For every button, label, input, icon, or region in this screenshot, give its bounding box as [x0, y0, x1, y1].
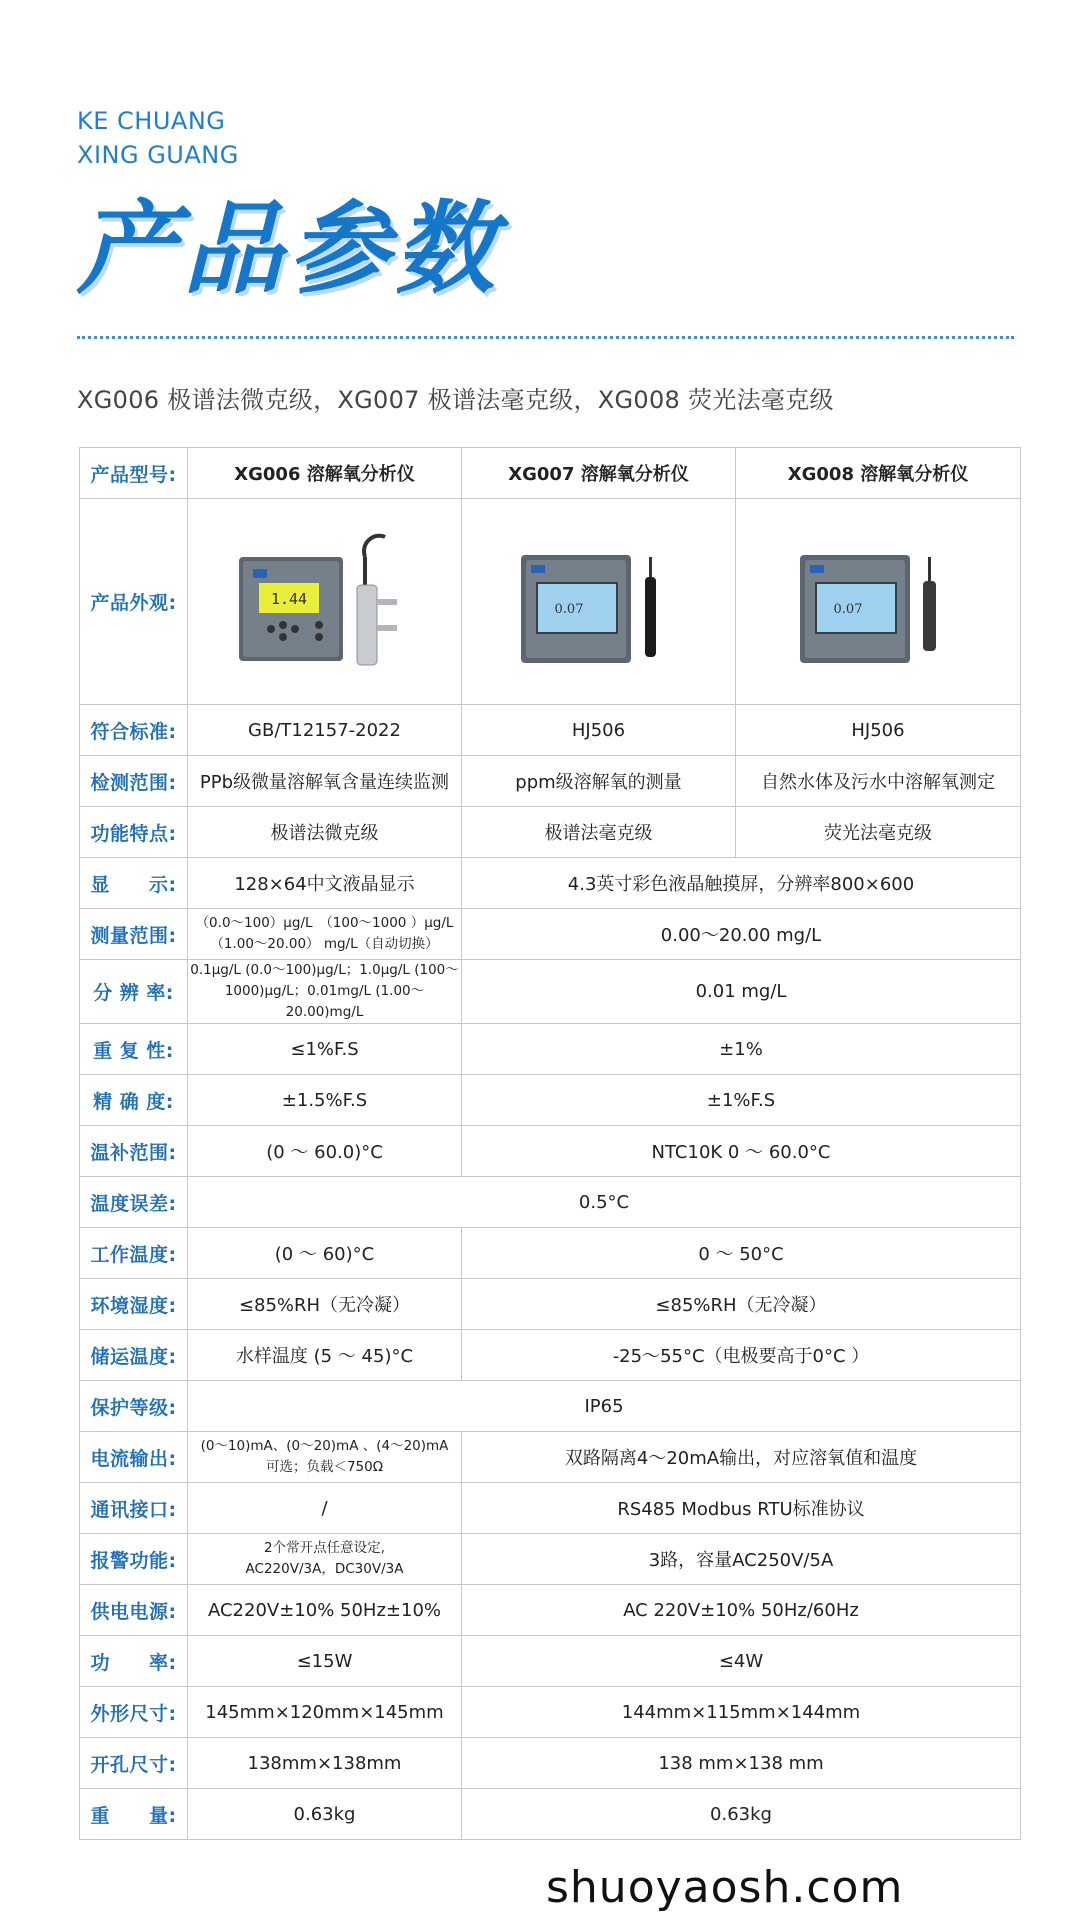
table-row: [80, 1330, 1021, 1381]
cell-line: 1000)μg/L；0.01mg/L (1.00～20.00)mg/L: [224, 983, 425, 1020]
subtitle: XG006 极谱法微克级，XG007 极谱法毫克级，XG008 荧光法毫克级: [77, 386, 834, 414]
watermark-url: shuoyaosh.com: [546, 1862, 904, 1913]
cell: 0.01 mg/L: [462, 960, 1021, 1024]
row-label: 温度误差:: [80, 1177, 188, 1228]
cell: IP65: [188, 1381, 1021, 1432]
table-row: [80, 858, 1021, 909]
lcd-reading: 0.07: [833, 601, 863, 617]
table-row: [80, 1126, 1021, 1177]
cell: 荧光法毫克级: [736, 807, 1021, 858]
cell: [188, 1534, 462, 1585]
cell: 0.63kg: [188, 1789, 462, 1840]
cell: 138mm×138mm: [188, 1738, 462, 1789]
table-row: [80, 807, 1021, 858]
product-image-xg008: [736, 499, 1021, 705]
cell-line: （1.00～20.00） mg/L（自动切换）: [210, 936, 439, 952]
cell: 0.63kg: [462, 1789, 1021, 1840]
cell-line: （0.0～100）μg/L （100～1000 ）μg/L: [195, 915, 454, 931]
cell: (0 ～ 60)°C: [188, 1228, 462, 1279]
row-label: 报警功能:: [80, 1534, 188, 1585]
row-label: 显 示:: [80, 858, 188, 909]
cell-line: 2个常开点任意设定,: [264, 1540, 385, 1556]
row-label: 分 辨 率:: [80, 960, 188, 1024]
table-row: [80, 1585, 1021, 1636]
cell-line: (0～10)mA、(0～20)mA 、(4～20)mA: [200, 1438, 449, 1454]
row-label: 功 率:: [80, 1636, 188, 1687]
row-label: 符合标准:: [80, 705, 188, 756]
table-row: [80, 1432, 1021, 1483]
row-label: 储运温度:: [80, 1330, 188, 1381]
cell: [188, 909, 462, 960]
row-label: 工作温度:: [80, 1228, 188, 1279]
product-image-xg007: [462, 499, 736, 705]
cell: 极谱法微克级: [188, 807, 462, 858]
table-row: [80, 705, 1021, 756]
table-row: [80, 1789, 1021, 1840]
cell: 0.00～20.00 mg/L: [462, 909, 1021, 960]
cell: (0 ～ 60.0)°C: [188, 1126, 462, 1177]
cell: ≤85%RH（无冷凝）: [188, 1279, 462, 1330]
table-row: [80, 499, 1021, 705]
cell: ±1%F.S: [462, 1075, 1021, 1126]
cell: 双路隔离4～20mA输出，对应溶氧值和温度: [462, 1432, 1021, 1483]
model-name: XG008 溶解氧分析仪: [736, 448, 1021, 499]
cell: 144mm×115mm×144mm: [462, 1687, 1021, 1738]
row-label: 测量范围:: [80, 909, 188, 960]
cell: 145mm×120mm×145mm: [188, 1687, 462, 1738]
page-title: 产品参数: [77, 189, 501, 307]
brand-line-1: KE CHUANG: [77, 107, 226, 135]
cell: 0 ～ 50°C: [462, 1228, 1021, 1279]
table-row: [80, 1024, 1021, 1075]
cell: RS485 Modbus RTU标准协议: [462, 1483, 1021, 1534]
row-label: 检测范围:: [80, 756, 188, 807]
row-label: 功能特点:: [80, 807, 188, 858]
cell: -25～55°C（电极要高于0°C ）: [462, 1330, 1021, 1381]
cell: 4.3英寸彩色液晶触摸屏，分辨率800×600: [462, 858, 1021, 909]
row-label: 通讯接口:: [80, 1483, 188, 1534]
model-name: XG007 溶解氧分析仪: [462, 448, 736, 499]
row-label: 精 确 度:: [80, 1075, 188, 1126]
cell-line: 可选；负载＜750Ω: [265, 1459, 384, 1475]
dotted-divider: [77, 336, 1014, 339]
row-label: 保护等级:: [80, 1381, 188, 1432]
analyzer-with-sensor-image: [235, 527, 415, 677]
table-row: [80, 1279, 1021, 1330]
cell: HJ506: [736, 705, 1021, 756]
row-label: 重 量:: [80, 1789, 188, 1840]
cell: AC220V±10% 50Hz±10%: [188, 1585, 462, 1636]
cell: ≤4W: [462, 1636, 1021, 1687]
brand-logo-text: [77, 104, 239, 172]
cell-line: AC220V/3A，DC30V/3A: [245, 1561, 404, 1577]
cell: 3路，容量AC250V/5A: [462, 1534, 1021, 1585]
row-label: 供电电源:: [80, 1585, 188, 1636]
table-row: [80, 1534, 1021, 1585]
spec-table: [79, 447, 1021, 1840]
cell: 水样温度 (5 ～ 45)°C: [188, 1330, 462, 1381]
cell: GB/T12157-2022: [188, 705, 462, 756]
cell: ≤85%RH（无冷凝）: [462, 1279, 1021, 1330]
cell: PPb级微量溶解氧含量连续监测: [188, 756, 462, 807]
table-row: [80, 756, 1021, 807]
table-row: [80, 1381, 1021, 1432]
cell: /: [188, 1483, 462, 1534]
lcd-reading: 1.44: [270, 589, 307, 608]
cell: ppm级溶解氧的测量: [462, 756, 736, 807]
cell: [188, 1432, 462, 1483]
table-row: [80, 1687, 1021, 1738]
row-label: 环境湿度:: [80, 1279, 188, 1330]
cell: NTC10K 0 ～ 60.0°C: [462, 1126, 1021, 1177]
cell: ±1%: [462, 1024, 1021, 1075]
cell: AC 220V±10% 50Hz/60Hz: [462, 1585, 1021, 1636]
cell: 0.5°C: [188, 1177, 1021, 1228]
cell: [188, 960, 462, 1024]
product-image-xg006: [188, 499, 462, 705]
cell: ≤15W: [188, 1636, 462, 1687]
cell: ±1.5%F.S: [188, 1075, 462, 1126]
cell: ≤1%F.S: [188, 1024, 462, 1075]
table-row: [80, 1738, 1021, 1789]
cell: 128×64中文液晶显示: [188, 858, 462, 909]
cell: HJ506: [462, 705, 736, 756]
table-row: [80, 1636, 1021, 1687]
model-name: XG006 溶解氧分析仪: [188, 448, 462, 499]
cell: 自然水体及污水中溶解氧测定: [736, 756, 1021, 807]
row-label: 外形尺寸:: [80, 1687, 188, 1738]
row-label: 产品外观:: [80, 499, 188, 705]
cell: 极谱法毫克级: [462, 807, 736, 858]
table-row: [80, 448, 1021, 499]
table-row: [80, 909, 1021, 960]
table-row: [80, 1228, 1021, 1279]
row-label: 电流输出:: [80, 1432, 188, 1483]
table-row: [80, 1483, 1021, 1534]
cell: 138 mm×138 mm: [462, 1738, 1021, 1789]
row-label: 产品型号:: [80, 448, 188, 499]
table-row: [80, 960, 1021, 1024]
brand-line-2: XING GUANG: [77, 141, 239, 169]
lcd-reading: 0.07: [554, 601, 583, 617]
table-row: [80, 1075, 1021, 1126]
table-row: [80, 1177, 1021, 1228]
analyzer-with-sensor-image: [798, 537, 958, 667]
analyzer-with-sensor-image: [519, 537, 679, 667]
row-label: 温补范围:: [80, 1126, 188, 1177]
row-label: 重 复 性:: [80, 1024, 188, 1075]
row-label: 开孔尺寸:: [80, 1738, 188, 1789]
cell-line: 0.1μg/L (0.0～100)μg/L；1.0μg/L (100～: [190, 962, 459, 978]
